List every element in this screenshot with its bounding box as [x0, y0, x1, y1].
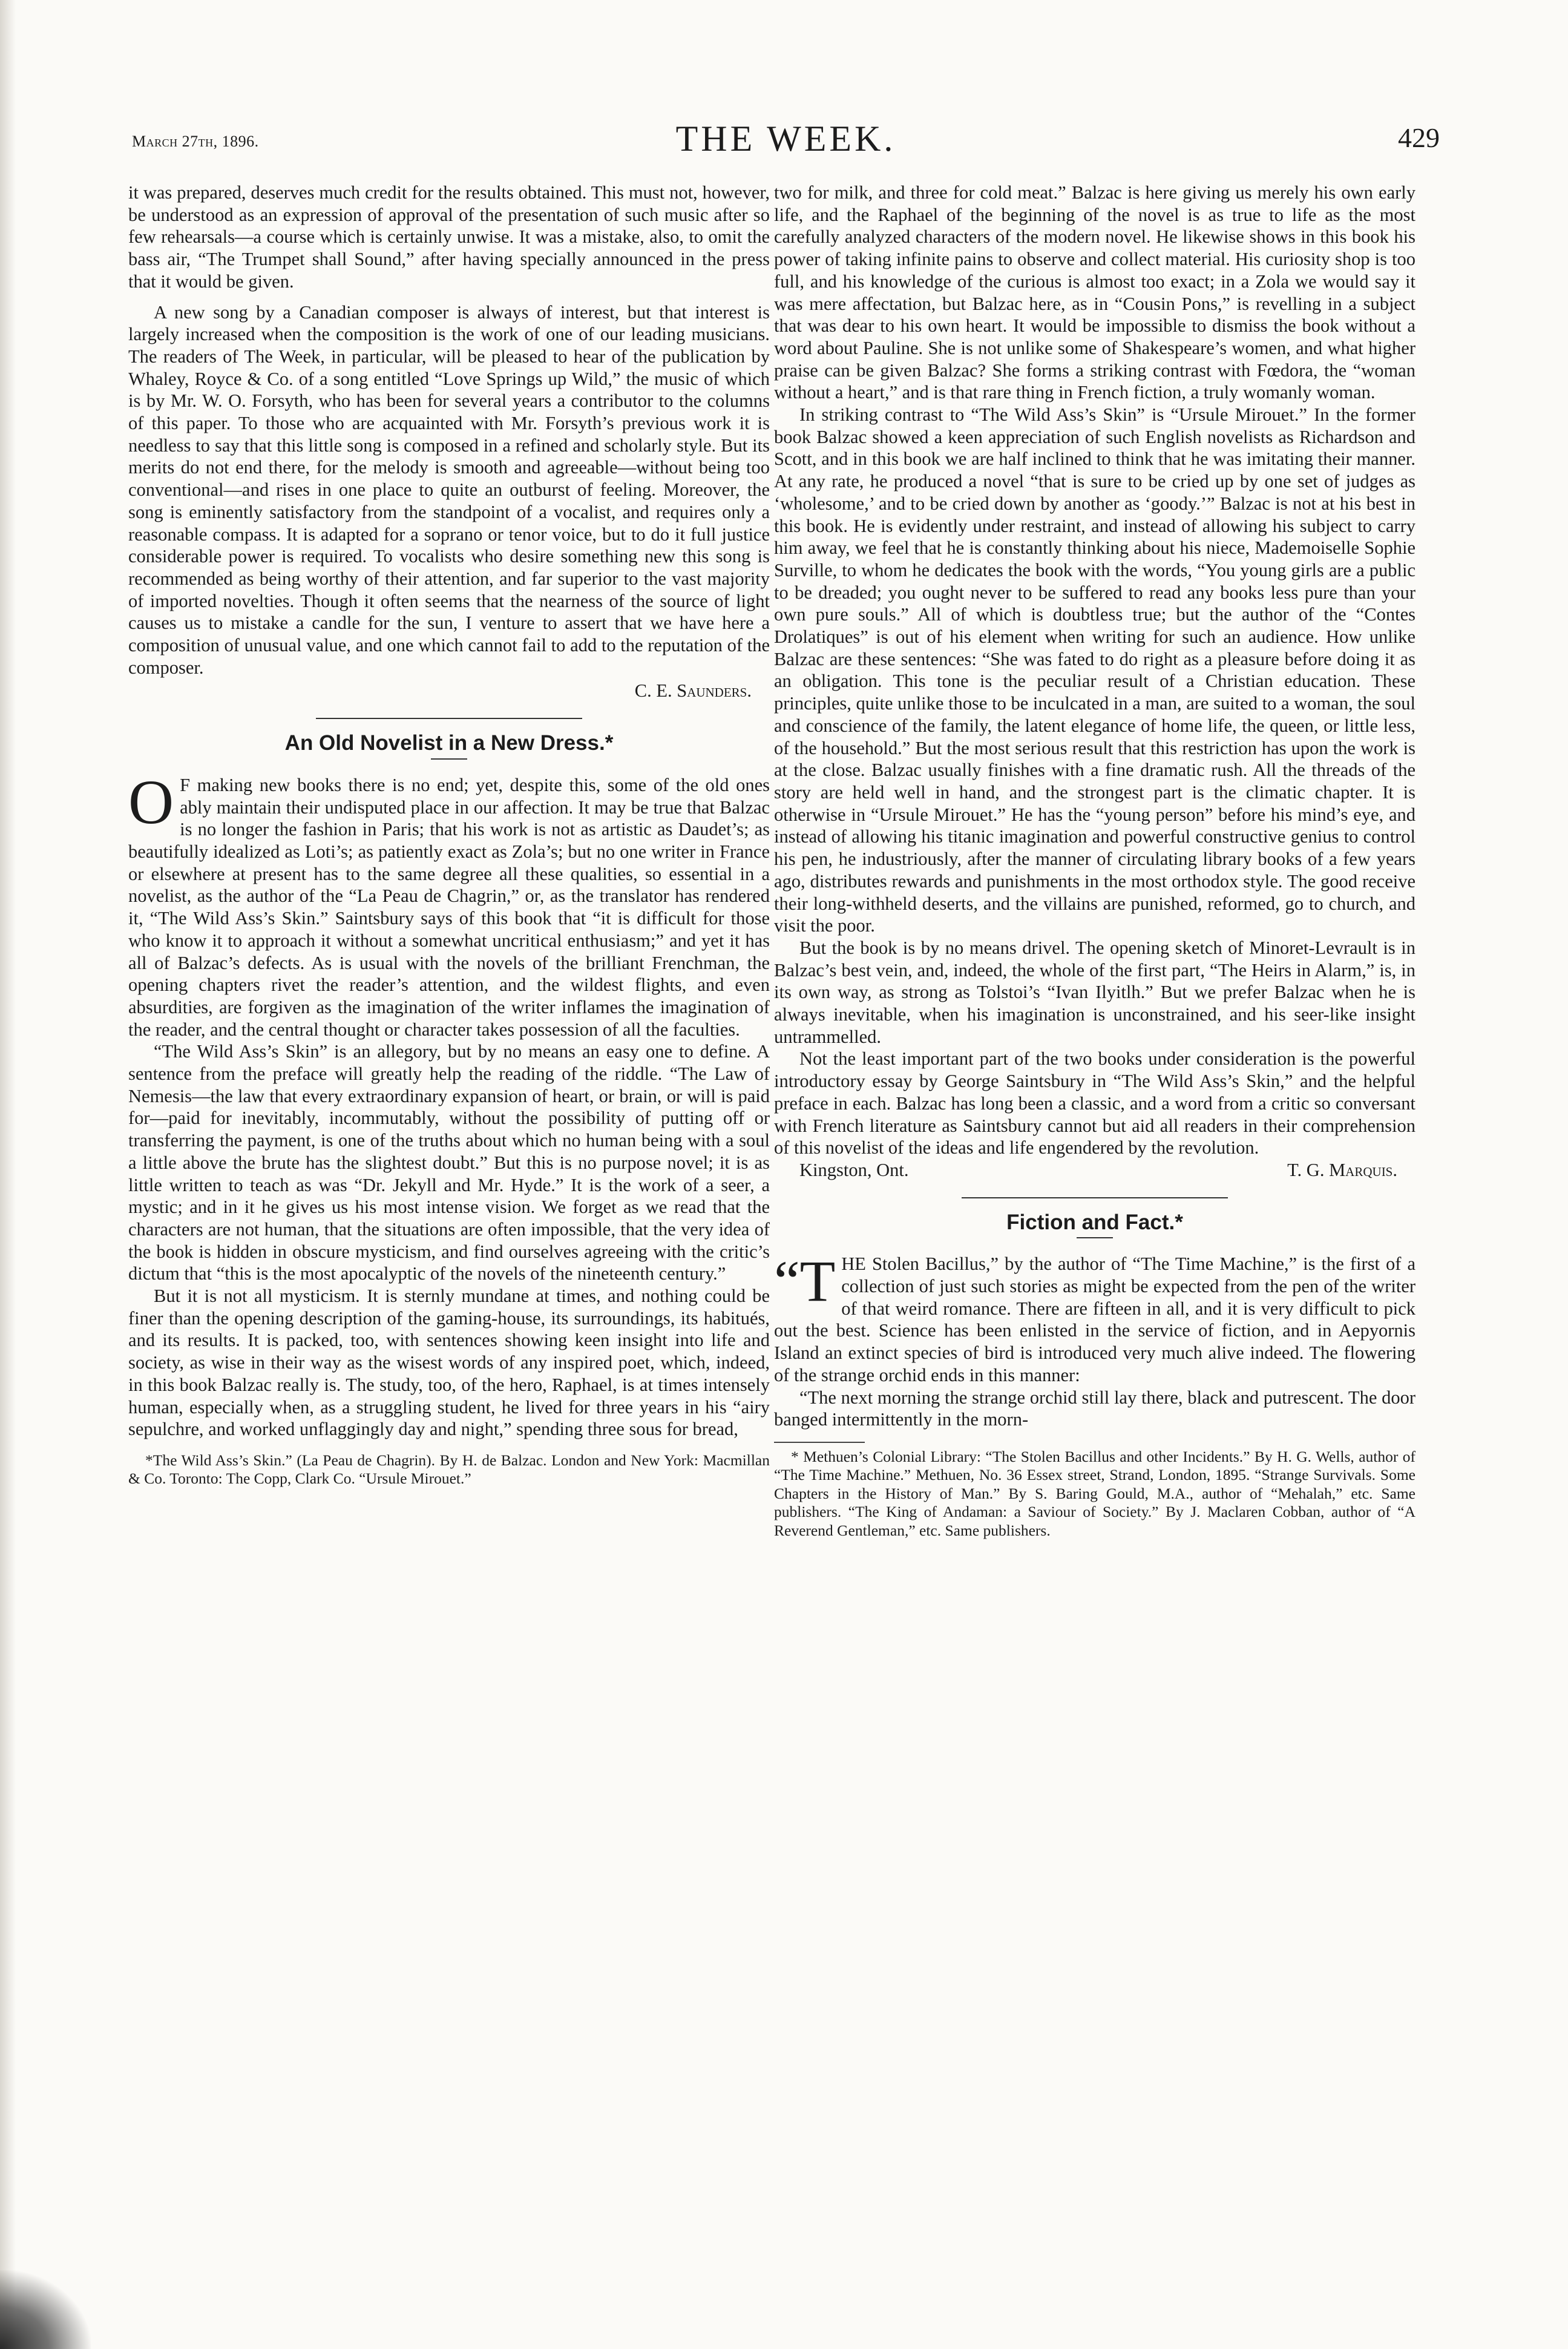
drop-cap: O — [128, 767, 174, 837]
article-paragraph: Not the least important part of the two books under consideration is the powerful introductory essay by George Saintsbury in “The Wild Ass’s Skin,” and the helpful preface in each. Balzac has long been a classic, and a word from a critic so conversant with French literature as Saintsbury cannot but aid all readers in their comprehension of this novelist of the ideas and life engendered by the revolution. — [774, 1048, 1415, 1158]
masthead-title: THE WEEK. — [675, 119, 896, 159]
article-title: An Old Novelist in a New Dress.* — [284, 731, 614, 755]
page-number: 429 — [1398, 122, 1440, 153]
music-paragraph: it was prepared, deserves much credit for the results obtained. This must not, however, be understood as an expression of approval of the presentation of such music after so few rehearsals—a course which is certainly unwise. It was a mistake, also, to omit the bass air, “The Trumpet shall Sound,” after having specially announced in the press that it would be given. — [128, 182, 770, 292]
issue-date: March 27th, 1896. — [132, 133, 259, 150]
article-signature — [799, 1159, 1397, 1181]
fiction-paragraph: “The next morning the strange orchid still lay there, black and putrescent. The door banged intermittently in the morn- — [774, 1387, 1415, 1430]
article-paragraph: In striking contrast to “The Wild Ass’s Skin” is “Ursule Mirouet.” In the former book Balzac showed a keen appreciation of such English novelists as Richardson and Scott, and in this book we are half inclined to think that he was imitating their manner. At any rate, he produced a novel “that is sure to be cried up by one set of judges as ‘wholesome,’ and to be cried down by another as ‘goody.’” Balzac is not at his best in this book. He is evidently under restraint, and instead of allowing his subject to carry him away, we feel that he is constantly thinking about his niece, Mademoiselle Sophie Surville, to whom he dedicates the book with the words, “You young girls are a public to be dreaded; you ought never to be suffered to read any books less pure than your own pure souls.” All of which is doubtless true; but the author of the “Contes Drolatiques” is out of his element when writing for such an audience. How unlike Balzac are these sentences: “She was fated to do right as a pleasure before doing it as an obligation. This tone is the peculiar result of a Christian education. These principles, quite unlike those to be inculcated in a man, are suited to a woman, the soul and conscience of the family, the latent elegance of home life, the queen, or little less, of the household.” But the most serious result that this restriction has upon the work is at the close. Balzac usually finishes with a fine dramatic rush. All the threads of the story are held well in hand, and the strongest part is the climatic chapter. It is otherwise in “Ursule Mirouet.” He has the “young person” before his mind’s eye, and instead of allowing his titanic imagination and powerful constructive genius to control his pen, he industriously, after the manner of circulating library books of a few years ago, distributes rewards and punishments in the most orthodox style. The good receive their long-withheld deserts, and the villains are punished, reformed, go to church, and visit the poor. — [774, 404, 1415, 936]
fiction-footnote — [774, 1442, 1415, 1540]
footnote-rule — [774, 1442, 865, 1443]
scan-edge-shadow — [0, 0, 16, 2349]
article-paragraph: two for milk, and three for cold meat.” Balzac is here giving us merely his own early life, and the Raphael of the beginning of the novel is as true to life as the most carefully analyzed characters of the modern novel. He likewise shows in this book his power of taking infinite pains to observe and collect material. His curiosity shop is too full, and his knowledge of the curious is almost too exact; in a Zola we would say it was mere affectation, but Balzac here, as in “Cousin Pons,” is revelling in a subject that was dear to his own heart. It would be impossible to dismiss the book without a word about Pauline. She is not unlike some of Shakespeare’s women, and what higher praise can be given Balzac? She forms a striking contrast with Fœdora, the “woman without a heart,” and is that rare thing in French fiction, a truly womanly woman. — [774, 182, 1415, 403]
right-column — [774, 182, 1415, 1540]
scan-ink-blot — [0, 2270, 91, 2349]
left-column — [128, 182, 770, 1488]
article-paragraph: “The Wild Ass’s Skin” is an allegory, but by no means an easy one to define. A sentence from the preface will greatly help the reading of the riddle. “The Law of Nemesis—the law that every extraordinary expansion of heart, or brain, or will is paid for—paid for inevitably, incommutably, without the possibility of putting off or transferring the payment, is one of the truths about which no human being with a soul a little above the brute has the slightest doubt.” But this is no purpose novel; it is as little written to teach as was “Dr. Jekyll and Mr. Hyde.” It is the work of a seer, a mystic; and in it he gives us his most intense vision. We forget as we read that the characters are not human, that the situations are often impossible, that the very idea of the book is hidden in obscure mysticism, and find ourselves agreeing with the critic’s dictum that “this is the most apocalyptic of the novels of the nineteenth century.” — [128, 1041, 770, 1284]
article-footnote — [128, 1451, 770, 1488]
page-header — [132, 118, 1440, 160]
fiction-paragraph — [774, 1249, 1415, 1386]
fiction-title: Fiction and Fact.* — [1006, 1210, 1183, 1234]
signature-name: T. G. Marquis. — [1287, 1159, 1397, 1180]
fiction-paragraph-text: HE Stolen Bacillus,” by the author of “The Time Machine,” is the first of a collection of just such stories as might be expected from the pen of the writer of that weird romance. There are fifteen in all, and it is very difficult to pick out the best. Science has been enlisted in the service of fiction, and in Aepyornis Island an extinct species of bird is introduced very much alive indeed. The flowering of the strange orchid ends in this manner: — [774, 1253, 1415, 1385]
signature-place: Kingston, Ont. — [799, 1159, 909, 1180]
title-underline — [1077, 1237, 1113, 1238]
footnote-text: * Methuen’s Colonial Library: “The Stolen Bacillus and other Incidents.” By H. G. Wells, author of “The Time Machine.” Methuen, No. 36 Essex street, Strand, London, 1895. “Strange Survivals. Some Chapters in the History of Man.” By S. Baring Gould, M.A., author of “Mehalah,” etc. Same publishers. “The King of Andaman: a Saviour of Society.” By J. Maclaren Cobban, author of “A Reverend Gentleman,” etc. Same publishers. — [774, 1447, 1415, 1539]
article-paragraph: But it is not all mysticism. It is sternly mundane at times, and nothing could be finer than the opening description of the gaming-house, its surroundings, its habitués, and its results. It is packed, too, with sentences showing keen insight into life and society, as wise in their way as the wisest words of any inspired poet, which, indeed, in this book Balzac really is. The study, too, of the hero, Raphael, is at times intensely human, especially when, as a struggling student, he lived for three years in his “airy sepulchre, and worked unflaggingly day and night,” spending three sous for bread, — [128, 1286, 770, 1440]
music-signature: C. E. Saunders. — [634, 680, 752, 701]
title-underline — [431, 758, 467, 760]
article-paragraph — [128, 767, 770, 1040]
section-divider — [316, 718, 582, 719]
article-paragraph-text: F making new books there is no end; yet, despite this, some of the old ones ably maintain their undisputed place in our affection. It may be true that Balzac is no longer the fashion in Paris; that his work is not as artistic as Daudet’s; as beautifully idealized as Loti’s; as patiently exact as Zola’s; but no one writer in France or elsewhere at present has to the same degree all these qualities, so essential in a novelist, as the author of the “La Peau de Chagrin,” or, as the translator has rendered it, “The Wild Ass’s Skin.” Saintsbury says of this book that “it is difficult for those who know it to approach it without a somewhat uncritical enthusiasm;” and yet it has all of Balzac’s defects. As is usual with the novels of the brilliant Frenchman, the opening chapters rivet the reader’s attention, and the wildest flights, and even absurdities, are forgiven as the imagination of the writer inflames the imagination of the reader, and the central thought or character takes possession of all the faculties. — [128, 774, 770, 1040]
section-divider — [962, 1197, 1228, 1198]
drop-cap: “T — [774, 1249, 836, 1314]
article-paragraph: But the book is by no means drivel. The opening sketch of Minoret-Levrault is in Balzac’s best vein, and, indeed, the whole of the first part, “The Heirs in Alarm,” is, in its own way, as strong as Tolstoi’s “Ivan Ilyitlh.” But we prefer Balzac when he is always inevitable, when his imagination is unconstrained, and his seer-like insight untrammelled. — [774, 937, 1415, 1047]
footnote-text: *The Wild Ass’s Skin.” (La Peau de Chagrin). By H. de Balzac. London and New York: Macmillan & Co. Toronto: The Copp, Clark Co. “Ursule Mirouet.” — [128, 1451, 770, 1488]
music-paragraph: A new song by a Canadian composer is always of interest, but that interest is largely increased when the composition is the work of one of our leading musicians. The readers of The Week, in particular, will be pleased to hear of the publication by Whaley, Royce & Co. of a song entitled “Love Springs up Wild,” the music of which is by Mr. W. O. Forsyth, who has been for several years a contributor to the columns of this paper. To those who are acquainted with Mr. Forsyth’s previous work it is needless to say that this little song is composed in a refined and scholarly style. But its merits do not end there, for the melody is smooth and agreeable—without being too conventional—and rises in one place to quite an outburst of feeling. Moreover, the song is eminently satisfactory from the standpoint of a vocalist, and requires only a reasonable compass. It is adapted for a soprano or tenor voice, but to do it full justice considerable power is required. To vocalists who desire something new this song is recommended as being worthy of their attention, and far superior to the vast majority of imported novelties. Though it often seems that the nearness of the source of light causes us to mistake a candle for the sun, I venture to assert that we have here a composition of unusual value, and one which cannot fail to add to the reputation of the composer. — [128, 301, 770, 678]
